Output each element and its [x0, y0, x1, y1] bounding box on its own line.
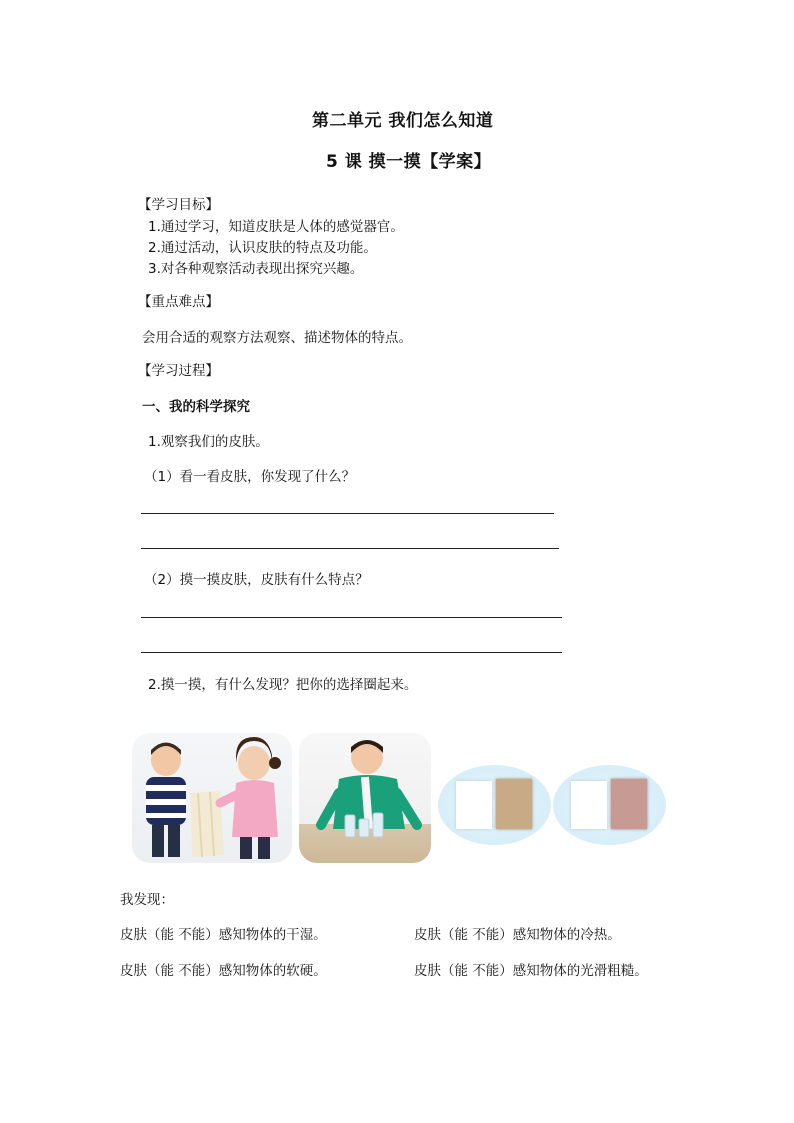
finding-soft-hard[interactable]: 皮肤（能 不能）感知物体的软硬。 — [120, 963, 327, 979]
answer-line-1[interactable] — [141, 513, 554, 514]
answer-line-3[interactable] — [141, 617, 562, 618]
brown-cardboard-sheet — [496, 779, 532, 829]
finding-smooth-rough[interactable]: 皮肤（能 不能）感知物体的光滑粗糙。 — [414, 963, 648, 979]
lesson-title: 5 课 摸一摸【学案】 — [326, 152, 492, 172]
section-heading-inquiry: 一、我的科学探究 — [142, 399, 250, 415]
process-heading: 【学习过程】 — [138, 363, 219, 379]
question-1: 1.观察我们的皮肤。 — [148, 434, 269, 450]
question-1b: （2）摸一摸皮肤，皮肤有什么特点？ — [144, 572, 369, 588]
photo-children-touching-fabric — [132, 733, 292, 863]
question-2: 2.摸一摸，有什么发现？把你的选择圈起来。 — [148, 677, 418, 693]
goal-item-3: 3.对各种观察活动表现出探究兴趣。 — [148, 261, 364, 277]
answer-line-4[interactable] — [141, 652, 562, 653]
white-paper-sheet-2 — [571, 781, 607, 829]
finding-cold-hot[interactable]: 皮肤（能 不能）感知物体的冷热。 — [414, 927, 621, 943]
key-points-text: 会用合适的观察方法观察、描述物体的特点。 — [142, 330, 412, 346]
question-1a: （1）看一看皮肤，你发现了什么？ — [144, 469, 356, 485]
goals-heading: 【学习目标】 — [138, 197, 219, 213]
white-paper-sheet — [456, 781, 492, 829]
key-points-heading: 【重点难点】 — [138, 294, 219, 310]
finding-dry-wet[interactable]: 皮肤（能 不能）感知物体的干湿。 — [120, 927, 327, 943]
oval-paper-and-sandpaper — [553, 765, 666, 845]
answer-line-2[interactable] — [141, 548, 559, 549]
children-fabric-illustration — [132, 733, 292, 863]
photo-boy-with-water-glasses — [299, 733, 431, 863]
findings-label: 我发现： — [120, 892, 174, 908]
unit-title: 第二单元 我们怎么知道 — [312, 111, 494, 131]
goal-item-1: 1.通过学习，知道皮肤是人体的感觉器官。 — [148, 219, 404, 235]
boy-glasses-illustration — [299, 733, 431, 863]
oval-paper-and-cardboard — [438, 765, 551, 845]
sandpaper-sheet — [611, 779, 647, 829]
goal-item-2: 2.通过活动，认识皮肤的特点及功能。 — [148, 240, 377, 256]
